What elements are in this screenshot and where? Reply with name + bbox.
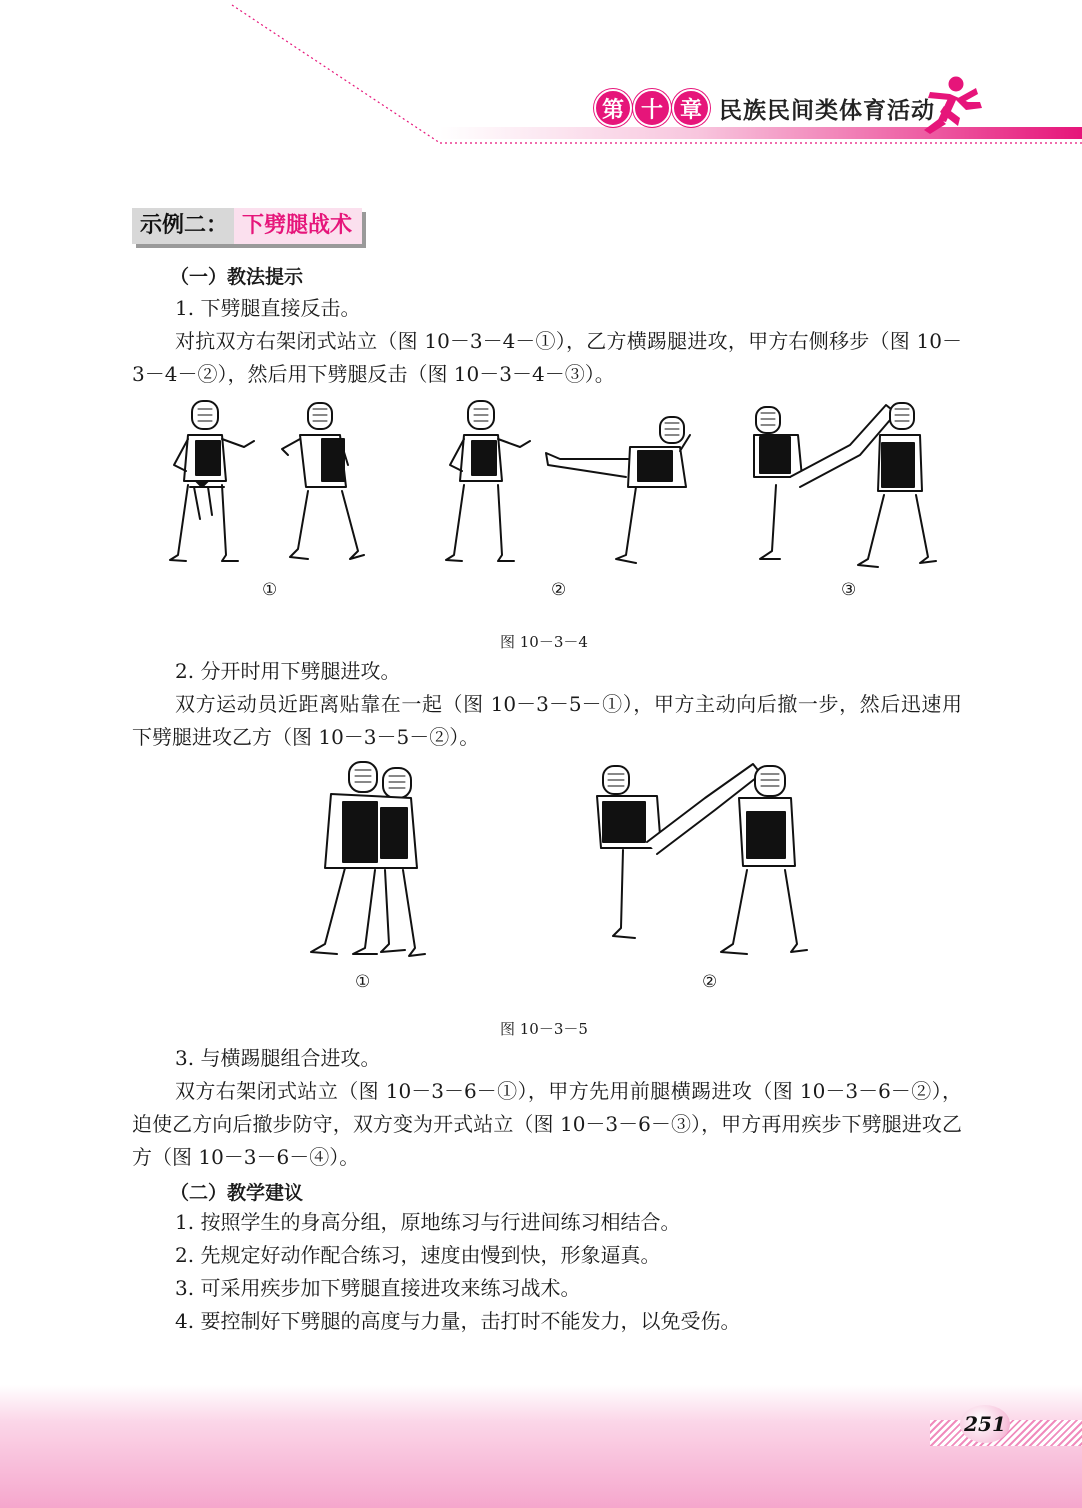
- item1-title: 1. 下劈腿直接反击。: [175, 296, 361, 320]
- section-label: 示例二：: [140, 213, 229, 238]
- chapter-char-3: 章: [672, 89, 710, 127]
- suggestion-item: 4. 要控制好下劈腿的高度与力量，击打时不能发力，以免受伤。: [175, 1309, 741, 1333]
- suggestions-heading: （二）教学建议: [170, 1182, 304, 1204]
- item3-text: 双方右架闭式站立（图 10－3－6－①），甲方先用前腿横踢进攻（图 10－3－6－②），迫使乙方向后撤步防守，双方变为开式站立（图 10－3－6－③），甲方再用疾步下劈腿进攻乙方（图 10－3－6－④）。: [132, 1079, 962, 1169]
- kick-pair: [597, 764, 807, 954]
- fig1-caption: 图 10－3－4: [500, 633, 588, 651]
- chapter-char-1: 第: [594, 89, 632, 127]
- item1-text: 对抗双方右架闭式站立（图 10－3－4－①），乙方横踢腿进攻，甲方右侧移步（图 10－3－4－②），然后用下劈腿反击（图 10－3－4－③）。: [132, 329, 962, 386]
- fighter-b2: [546, 417, 690, 563]
- fig2-label-1: ①: [355, 972, 371, 992]
- item3-title: 3. 与横踢腿组合进攻。: [175, 1046, 381, 1070]
- fighter-b1: [282, 403, 364, 559]
- fig1-label-1: ①: [262, 580, 278, 600]
- footer-band: [0, 1385, 1082, 1508]
- item2-text: 双方运动员近距离贴靠在一起（图 10－3－5－①），甲方主动向后撤一步，然后迅速用下劈腿进攻乙方（图 10－3－5－②）。: [132, 692, 962, 749]
- fig1-label-3: ③: [841, 580, 857, 600]
- item2-title: 2. 分开时用下劈腿进攻。: [175, 659, 401, 683]
- fighter-a2: [446, 401, 530, 561]
- chapter-header: [594, 88, 935, 128]
- fig2-caption: 图 10－3－5: [500, 1020, 588, 1038]
- section-title-box: [132, 208, 362, 244]
- clinch-pair: [311, 762, 425, 956]
- fig1-label-2: ②: [551, 580, 567, 600]
- suggestion-item: 2. 先规定好动作配合练习，速度由慢到快，形象逼真。: [175, 1243, 661, 1267]
- section-title: 下劈腿战术: [234, 208, 362, 244]
- page-number: 251: [960, 1405, 1010, 1443]
- tips-heading: （一）教法提示: [170, 266, 304, 288]
- chapter-char-2: 十: [633, 89, 671, 127]
- fig2-label-2: ②: [702, 972, 718, 992]
- suggestion-item: 3. 可采用疾步加下劈腿直接进攻来练习战术。: [175, 1276, 581, 1300]
- fighter-a1: [170, 401, 254, 561]
- figure-10-3-5: [285, 758, 815, 968]
- suggestion-item: 1. 按照学生的身高分组，原地练习与行进间练习相结合。: [175, 1210, 681, 1234]
- chapter-title: 民族民间类体育活动: [719, 97, 935, 124]
